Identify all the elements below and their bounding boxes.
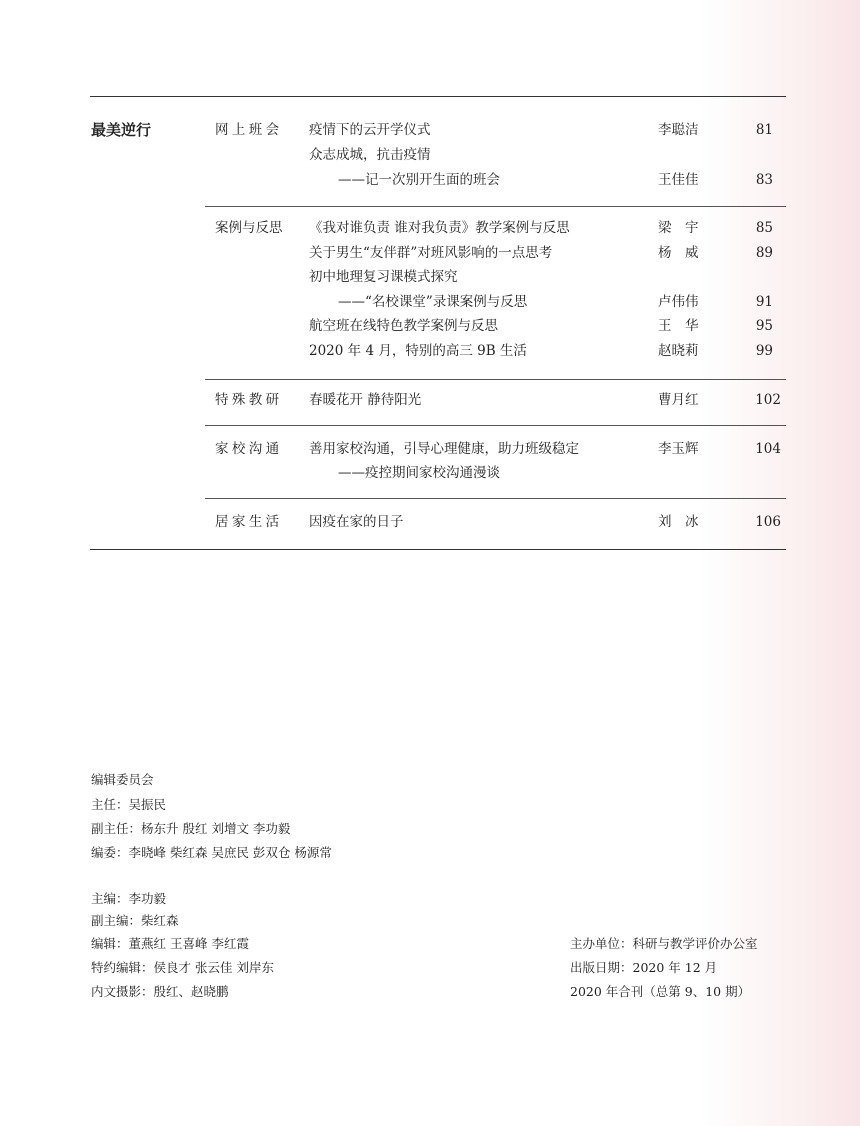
photography: 内文摄影：殷红、赵晓鹏 — [91, 984, 229, 999]
article-subtitle: ——疫控期间家校沟通漫谈 — [338, 465, 500, 481]
article-title[interactable]: 初中地理复习课模式探究 — [309, 269, 458, 285]
article-author: 刘 冰 — [658, 514, 699, 530]
committee-title: 编辑委员会 — [91, 772, 154, 787]
section-title: 最美逆行 — [91, 121, 152, 139]
page-number[interactable]: 99 — [755, 343, 773, 359]
article-subtitle: ——记一次别开生面的班会 — [338, 172, 500, 188]
article-subtitle: ——“名校课堂”录课案例与反思 — [338, 294, 528, 310]
page-number[interactable]: 91 — [755, 294, 773, 310]
group-divider — [205, 498, 786, 499]
page-number[interactable]: 102 — [755, 392, 781, 408]
group-divider — [205, 379, 786, 380]
article-author: 杨 威 — [658, 245, 699, 261]
article-author: 曹月红 — [658, 392, 699, 408]
page-number[interactable]: 89 — [755, 245, 773, 261]
article-title[interactable]: 关于男生“友伴群”对班风影响的一点思考 — [309, 245, 553, 261]
special-editors: 特约编辑：侯良才 张云佳 刘岸东 — [91, 960, 274, 975]
category-label: 居家生活 — [215, 514, 283, 530]
article-author: 李玉辉 — [658, 441, 699, 457]
sponsor: 主办单位：科研与教学评价办公室 — [570, 936, 758, 951]
page-number[interactable]: 104 — [755, 441, 781, 457]
category-label: 家校沟通 — [215, 441, 283, 457]
committee-director: 主任：吴振民 — [91, 797, 167, 812]
top-rule — [90, 96, 786, 97]
article-author: 梁 宇 — [658, 220, 699, 236]
article-title[interactable]: 航空班在线特色教学案例与反思 — [309, 318, 498, 334]
article-author: 王佳佳 — [658, 172, 699, 188]
category-label: 特殊教研 — [215, 392, 283, 408]
article-title[interactable]: 善用家校沟通，引导心理健康，助力班级稳定 — [309, 441, 579, 457]
issue-info: 2020 年合刊（总第 9、10 期） — [570, 984, 751, 999]
article-title[interactable]: 众志成城，抗击疫情 — [309, 147, 431, 163]
article-title[interactable]: 疫情下的云开学仪式 — [309, 122, 431, 138]
bottom-rule — [90, 549, 786, 550]
chief-editor: 主编：李功毅 — [91, 891, 167, 906]
article-title[interactable]: 因疫在家的日子 — [309, 514, 404, 530]
article-title[interactable]: 春暖花开 静待阳光 — [309, 392, 422, 408]
article-author: 王 华 — [658, 318, 699, 334]
deputy-chief-editor: 副主编：柴红森 — [91, 913, 179, 928]
page-number[interactable]: 83 — [755, 172, 773, 188]
group-divider — [205, 206, 786, 207]
category-label: 案例与反思 — [215, 220, 283, 236]
editors: 编辑：董燕红 王喜峰 李红霞 — [91, 936, 249, 951]
page-number[interactable]: 81 — [755, 122, 773, 138]
article-title[interactable]: 《我对谁负责 谁对我负责》教学案例与反思 — [309, 220, 570, 236]
committee-deputy-director: 副主任：杨东升 殷红 刘增文 李功毅 — [91, 821, 291, 836]
article-author: 赵晓莉 — [658, 343, 699, 359]
article-author: 李聪洁 — [658, 122, 699, 138]
group-divider — [205, 425, 786, 426]
committee-members: 编委：李晓峰 柴红森 吴庶民 彭双仓 杨源常 — [91, 845, 332, 860]
page-number[interactable]: 85 — [755, 220, 773, 236]
category-label: 网上班会 — [215, 122, 283, 138]
page-number[interactable]: 106 — [755, 514, 781, 530]
article-title[interactable]: 2020 年 4 月，特别的高三 9B 生活 — [309, 343, 527, 359]
article-author: 卢伟伟 — [658, 294, 699, 310]
publish-date: 出版日期：2020 年 12 月 — [570, 960, 718, 975]
page-number[interactable]: 95 — [755, 318, 773, 334]
